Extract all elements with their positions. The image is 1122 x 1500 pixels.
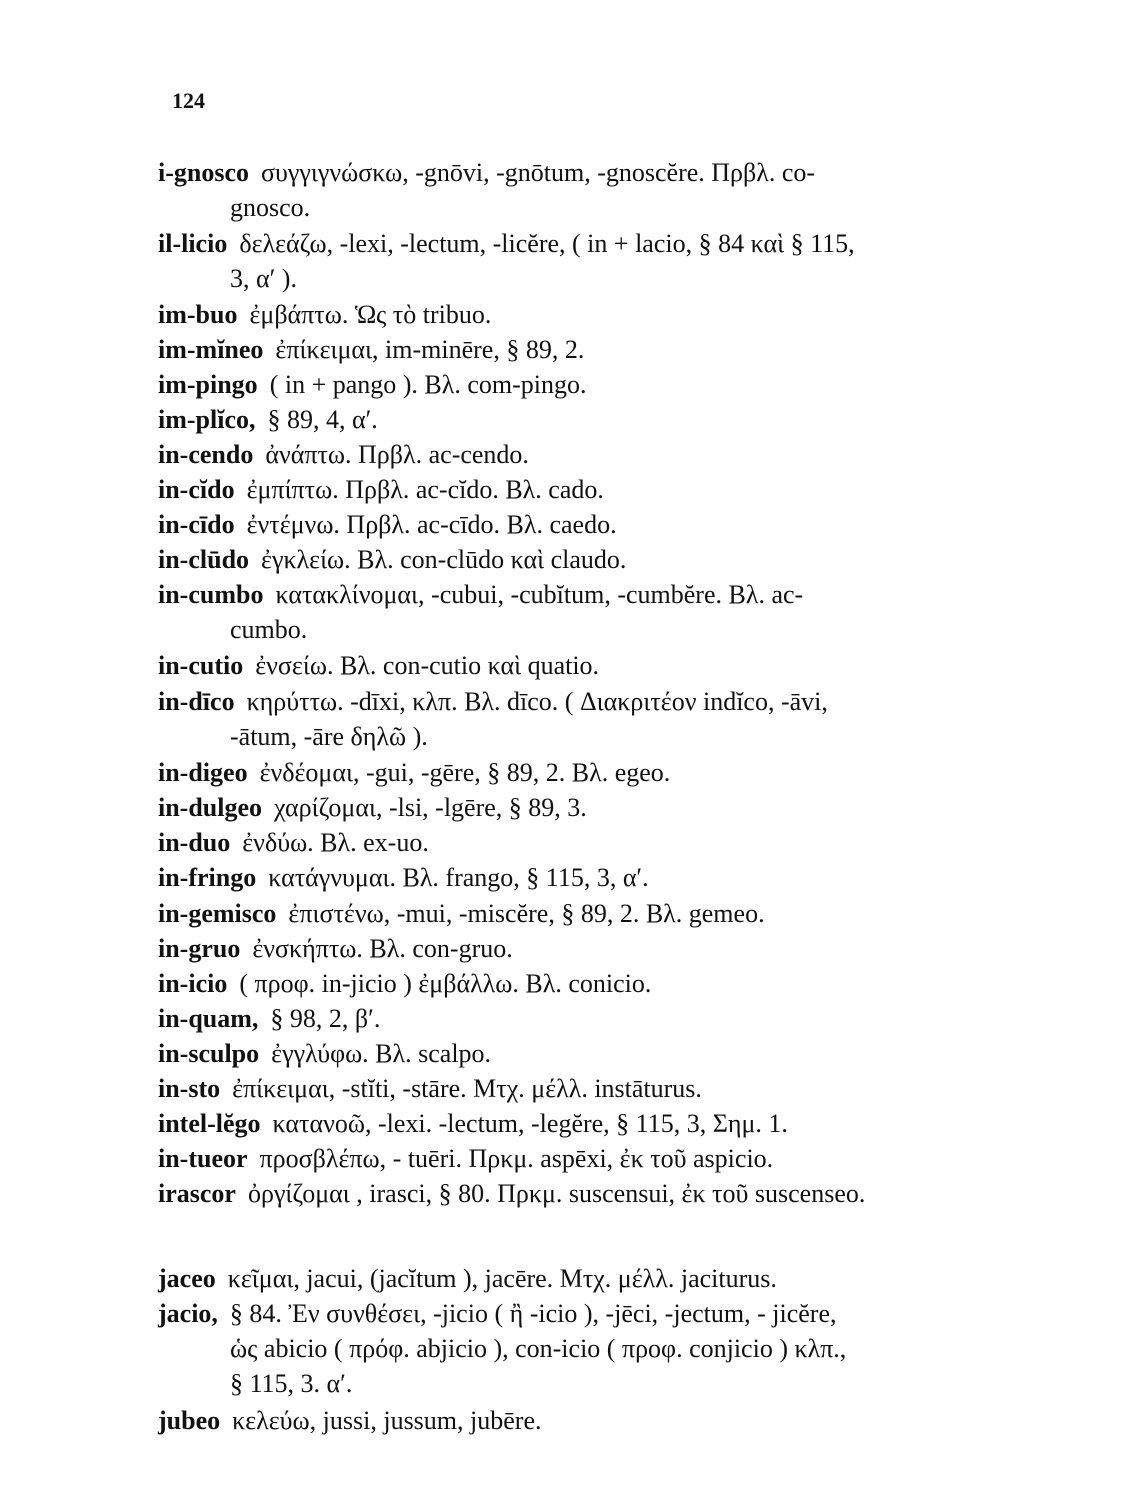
definition: κηρύττω. -dīxi, κλπ. Βλ. dīco. ( Διακριτέον indĭco, -āvi, <box>246 687 828 716</box>
entry <box>158 1403 1078 1438</box>
entry <box>158 648 1078 683</box>
headword: in-digeo <box>158 758 248 787</box>
definition: § 84. Ἐν συνθέσει, -jicio ( ἢ -icio ), -jēci, -jectum, - jicĕre, <box>229 1299 837 1328</box>
headword: in-sto <box>158 1074 221 1103</box>
headword: in-cumbo <box>158 580 264 609</box>
entry <box>158 896 1078 931</box>
continuation: § 115, 3. α′. <box>230 1369 353 1398</box>
definition: συγγιγνώσκω, -gnōvi, -gnōtum, -gnoscĕre. Πρβλ. co- <box>261 158 816 187</box>
definition: ἐνσείω. Βλ. con-cutio καὶ quatio. <box>255 651 600 680</box>
headword: intel-lĕgo <box>158 1109 261 1138</box>
definition: ἐπίκειμαι, -stĭti, -stāre. Μτχ. μέλλ. instāturus. <box>232 1074 702 1103</box>
entry <box>158 966 1078 1001</box>
continuation: 3, α′ ). <box>230 264 297 293</box>
headword: jubeo <box>158 1406 221 1435</box>
headword: jacio, <box>158 1299 218 1328</box>
definition: ἐνσκήπτω. Βλ. con-gruo. <box>252 934 513 963</box>
definition: ἐμπίπτω. Πρβλ. ac-cĭdo. Βλ. cado. <box>246 475 604 504</box>
entry <box>158 367 1078 402</box>
entry <box>158 507 1078 542</box>
headword: in-dīco <box>158 687 235 716</box>
definition: κεῖμαι, jacui, (jacĭtum ), jacēre. Μτχ. μέλλ. jaciturus. <box>227 1264 777 1293</box>
definition: ἐνδύω. Βλ. ex-uo. <box>242 828 429 857</box>
headword: in-cīdo <box>158 510 235 539</box>
continuation: cumbo. <box>230 615 308 644</box>
headword: im-pingo <box>158 370 258 399</box>
definition: ἀνάπτω. Πρβλ. ac-cendo. <box>265 440 529 469</box>
headword: in-quam, <box>158 1004 259 1033</box>
entry <box>158 825 1078 860</box>
headword: im-mĭneo <box>158 335 264 364</box>
headword: in-icio <box>158 969 228 998</box>
definition: χαρίζομαι, -lsi, -lgēre, § 89, 3. <box>274 793 587 822</box>
headword: in-cĭdo <box>158 475 235 504</box>
entry <box>158 1071 1078 1106</box>
headword: in-tueor <box>158 1144 248 1173</box>
definition: κελεύω, jussi, jussum, jubēre. <box>232 1406 542 1435</box>
headword: in-duo <box>158 828 231 857</box>
entry <box>158 332 1078 367</box>
headword: in-gemisco <box>158 899 277 928</box>
entry <box>158 297 1078 332</box>
definition: δελεάζω, -lexi, -lectum, -licĕre, ( in + lacio, § 84 καὶ § 115, <box>239 229 855 258</box>
definition: κατάγνυμαι. Βλ. frango, § 115, 3, α′. <box>268 863 649 892</box>
entry <box>158 437 1078 472</box>
definition: προσβλέπω, - tuēri. Πρκμ. aspēxi, ἐκ τοῦ aspicio. <box>259 1144 774 1173</box>
definition: κατανοῶ, -lexi. -lectum, -legĕre, § 115, 3, Σημ. 1. <box>272 1109 788 1138</box>
continuation: gnosco. <box>230 193 311 222</box>
entry <box>158 226 1078 296</box>
entry <box>158 472 1078 507</box>
entry <box>158 1141 1078 1176</box>
headword: il-licio <box>158 229 228 258</box>
headword: in-gruo <box>158 934 241 963</box>
definition: § 98, 2, β′. <box>270 1004 381 1033</box>
definition: ὀργίζομαι , irasci, § 80. Πρκμ. suscensui, ἐκ τοῦ suscenseo. <box>247 1179 866 1208</box>
headword: im-buo <box>158 300 238 329</box>
continuation: -ātum, -āre δηλῶ ). <box>230 722 428 751</box>
entry <box>158 402 1078 437</box>
entry <box>158 577 1078 647</box>
headword: in-dulgeo <box>158 793 263 822</box>
headword: in-clūdo <box>158 545 250 574</box>
headword: irascor <box>158 1179 236 1208</box>
headword: in-cendo <box>158 440 254 469</box>
entry <box>158 684 1078 754</box>
definition: ἐπίκειμαι, im-minēre, § 89, 2. <box>275 335 585 364</box>
entry <box>158 790 1078 825</box>
definition: ἐμβάπτω. Ὡς τὸ tribuo. <box>249 300 492 329</box>
headword: in-cutio <box>158 651 244 680</box>
definition: ( in + pango ). Βλ. com-pingo. <box>269 370 587 399</box>
headword: i-gnosco <box>158 158 249 187</box>
headword: jaceo <box>158 1264 216 1293</box>
entry <box>158 755 1078 790</box>
definition: κατακλίνομαι, -cubui, -cubĭtum, -cumbĕre. Βλ. ac- <box>275 580 804 609</box>
definition: ἐντέμνω. Πρβλ. ac-cīdo. Βλ. caedo. <box>246 510 617 539</box>
entry <box>158 931 1078 966</box>
definition: ἐγκλείω. Βλ. con-clūdo καὶ claudo. <box>261 545 627 574</box>
entry <box>158 1001 1078 1036</box>
entry <box>158 860 1078 895</box>
page-number: 124 <box>172 88 205 113</box>
headword: in-fringo <box>158 863 257 892</box>
entry <box>158 155 1078 225</box>
headword: in-sculpo <box>158 1039 260 1068</box>
continuation: ὡς abicio ( πρόφ. abjicio ), con-icio ( προφ. conjicio ) κλπ., <box>230 1334 847 1363</box>
entry <box>158 1176 1078 1211</box>
headword: im-plĭco, <box>158 405 256 434</box>
definition: ἐπιστένω, -mui, -miscĕre, § 89, 2. Βλ. gemeo. <box>288 899 765 928</box>
entry <box>158 1296 1078 1401</box>
entry <box>158 1106 1078 1141</box>
definition: ἐγγλύφω. Βλ. scalpo. <box>271 1039 492 1068</box>
entry <box>158 542 1078 577</box>
definition: ( προφ. in-jicio ) ἐμβάλλω. Βλ. conicio. <box>239 969 652 998</box>
entry <box>158 1261 1078 1296</box>
definition: § 89, 4, α′. <box>267 405 378 434</box>
definition: ἐνδέομαι, -gui, -gēre, § 89, 2. Βλ. egeo. <box>259 758 671 787</box>
entry <box>158 1036 1078 1071</box>
